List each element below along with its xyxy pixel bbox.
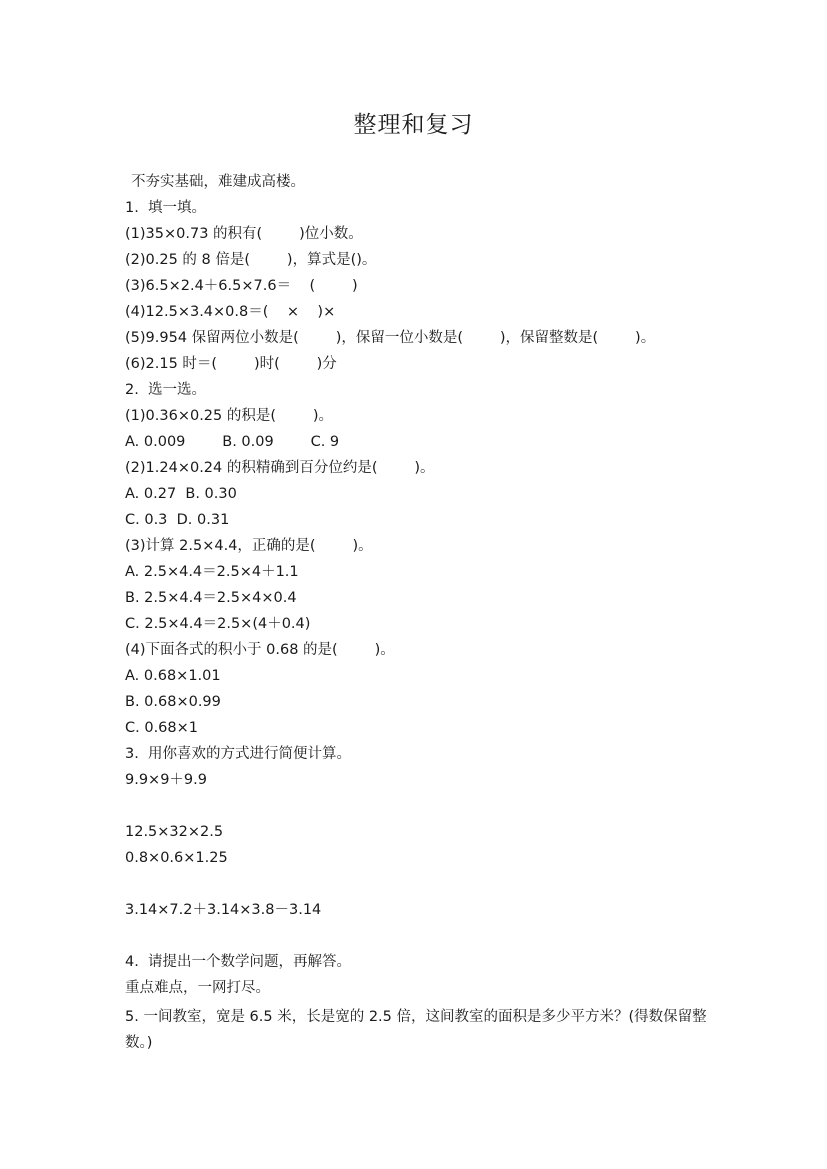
fill-item-3: (3)6.5×2.4＋6.5×7.6＝ ( )	[125, 278, 358, 294]
section-4-heading: 4. 请提出一个数学问题，再解答。	[125, 954, 352, 970]
calc-expression-3: 0.8×0.6×1.25	[125, 850, 228, 866]
choice-question-4-option-a: A. 0.68×1.01	[125, 668, 221, 684]
choice-question-3-option-b: B. 2.5×4.4＝2.5×4×0.4	[125, 590, 297, 606]
choice-question-4-option-b: B. 0.68×0.99	[125, 694, 221, 710]
fill-item-2: (2)0.25 的 8 倍是( )，算式是()。	[125, 252, 377, 268]
choice-question-2-options-cd: C. 0.3 D. 0.31	[125, 512, 230, 528]
word-problem-5: 5. 一间教室，宽是 6.5 米，长是宽的 2.5 倍，这间教室的面积是多少平方米？(得数保留整数。)	[125, 1009, 707, 1051]
choice-question-3: (3)计算 2.5×4.4，正确的是( )。	[125, 538, 373, 554]
answer-space	[125, 874, 725, 900]
answer-space	[125, 926, 725, 952]
answer-space	[125, 796, 725, 822]
choice-question-1: (1)0.36×0.25 的积是( )。	[125, 408, 334, 424]
document-title: 整理和复习	[353, 112, 474, 138]
worksheet-body	[125, 172, 725, 1051]
choice-question-4: (4)下面各式的积小于 0.68 的是( )。	[125, 642, 395, 658]
section-1-heading: 1. 填一填。	[125, 200, 207, 216]
fill-item-6: (6)2.15 时＝( )时( )分	[125, 356, 337, 372]
fill-item-1: (1)35×0.73 的积有( )位小数。	[125, 226, 363, 242]
calc-expression-2: 12.5×32×2.5	[125, 824, 224, 840]
intro-text: 不夯实基础，难建成高楼。	[131, 174, 305, 190]
calc-expression-4: 3.14×7.2＋3.14×3.8－3.14	[125, 902, 322, 918]
choice-question-3-option-c: C. 2.5×4.4＝2.5×(4＋0.4)	[125, 616, 311, 632]
choice-question-3-option-a: A. 2.5×4.4＝2.5×4＋1.1	[125, 564, 299, 580]
choice-question-1-options: A. 0.009 B. 0.09 C. 9	[125, 434, 340, 450]
choice-question-2: (2)1.24×0.24 的积精确到百分位约是( )。	[125, 460, 435, 476]
fill-item-4: (4)12.5×3.4×0.8＝( × )×	[125, 304, 336, 320]
calc-expression-1: 9.9×9＋9.9	[125, 772, 207, 788]
section-4-subheading: 重点难点，一网打尽。	[125, 980, 270, 996]
section-2-heading: 2. 选一选。	[125, 382, 207, 398]
choice-question-2-options-ab: A. 0.27 B. 0.30	[125, 486, 237, 502]
section-3-heading: 3. 用你喜欢的方式进行简便计算。	[125, 746, 352, 762]
fill-item-5: (5)9.954 保留两位小数是( )，保留一位小数是( )，保留整数是( )。	[125, 330, 656, 346]
choice-question-4-option-c: C. 0.68×1	[125, 720, 199, 736]
